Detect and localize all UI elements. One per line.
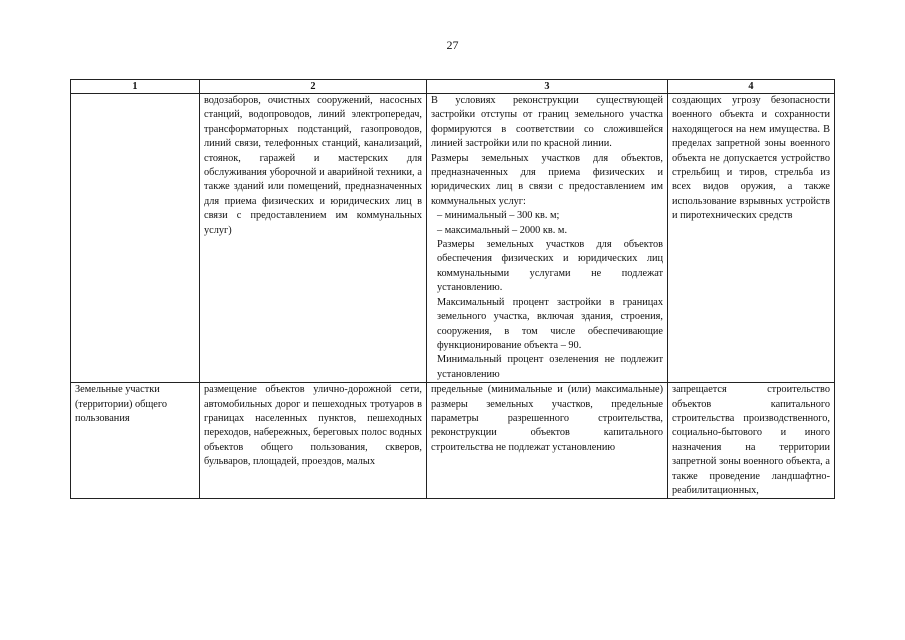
- header-col-1: 1: [71, 80, 200, 94]
- page-number: 27: [446, 38, 459, 52]
- table-header: [71, 80, 835, 94]
- regulations-table: [70, 79, 835, 499]
- header-col-3: 3: [427, 80, 668, 94]
- cell-restrictions: запрещается строительство объектов капитального строительства производственного, социально-бытового и иного назначения на территории запретной зоны военного объекта, а также проведение ландшафтно-реабилитационных,: [668, 383, 835, 499]
- paragraph: В условиях реконструкции существующей застройки отступы от границ земельного участка формируются в соответствии со сложившейся линией застройки или по красной линии.: [431, 95, 663, 150]
- header-row: [71, 80, 835, 94]
- header-col-4: 4: [668, 80, 835, 94]
- cell-permitted-use: размещение объектов улично-дорожной сети, автомобильных дорог и пешеходных тротуаров в границах населенных пунктов, пешеходных переходов, набережных, береговых полос водных объектов общего пользования, скверов, бульваров, площадей, проездов, малых: [200, 383, 427, 499]
- cell-parameters: [427, 94, 668, 383]
- cell-restrictions: создающих угрозу безопасности военного объекта и сохранности находящегося на нем имущества. В пределах запретной зоны военного объекта не допускается устройство стрельбищ и тиров, стрельба из всех видов оружия, а также использование взрывных устройств и пиротехнических средств: [668, 94, 835, 383]
- list-item: – минимальный – 300 кв. м;: [437, 210, 560, 222]
- header-col-2: 2: [200, 80, 427, 94]
- table-row: [71, 383, 835, 499]
- paragraph: Максимальный процент застройки в границах земельного участка, включая здания, строения, сооружения, в том числе обеспечивающие функционирование объекта – 90.: [437, 296, 663, 351]
- cell-land-type: Земельные участки (территории) общего пользования: [71, 383, 200, 499]
- paragraph: Размеры земельных участков для объектов обеспечения физических и юридических лиц коммунальными услугами не подлежат установлению.: [437, 239, 663, 294]
- cell-permitted-use: водозаборов, очистных сооружений, насосных станций, водопроводов, линий электропередач, трансформаторных подстанций, газопроводов, линий связи, телефонных станций, канализаций, стоянок, гаражей и мастерских для обслуживания уборочной и аварийной техники, а также зданий или помещений, предназначенных для приема физических и юридических лиц в связи с предоставлением им коммунальных услуг): [200, 94, 427, 383]
- paragraph: Минимальный процент озеленения не подлежит установлению: [437, 354, 663, 380]
- list-item: – максимальный – 2000 кв. м.: [437, 224, 568, 236]
- cell-parameters: предельные (минимальные и (или) максимальные) размеры земельных участков, предельные параметры разрешенного строительства, реконструкции объектов капитального строительства не подлежат установлению: [427, 383, 668, 499]
- paragraph: Размеры земельных участков для объектов, предназначенных для приема физических и юридических лиц в связи с предоставлением им коммунальных услуг:: [431, 152, 663, 207]
- table-row: [71, 94, 835, 383]
- cell-land-type: [71, 94, 200, 383]
